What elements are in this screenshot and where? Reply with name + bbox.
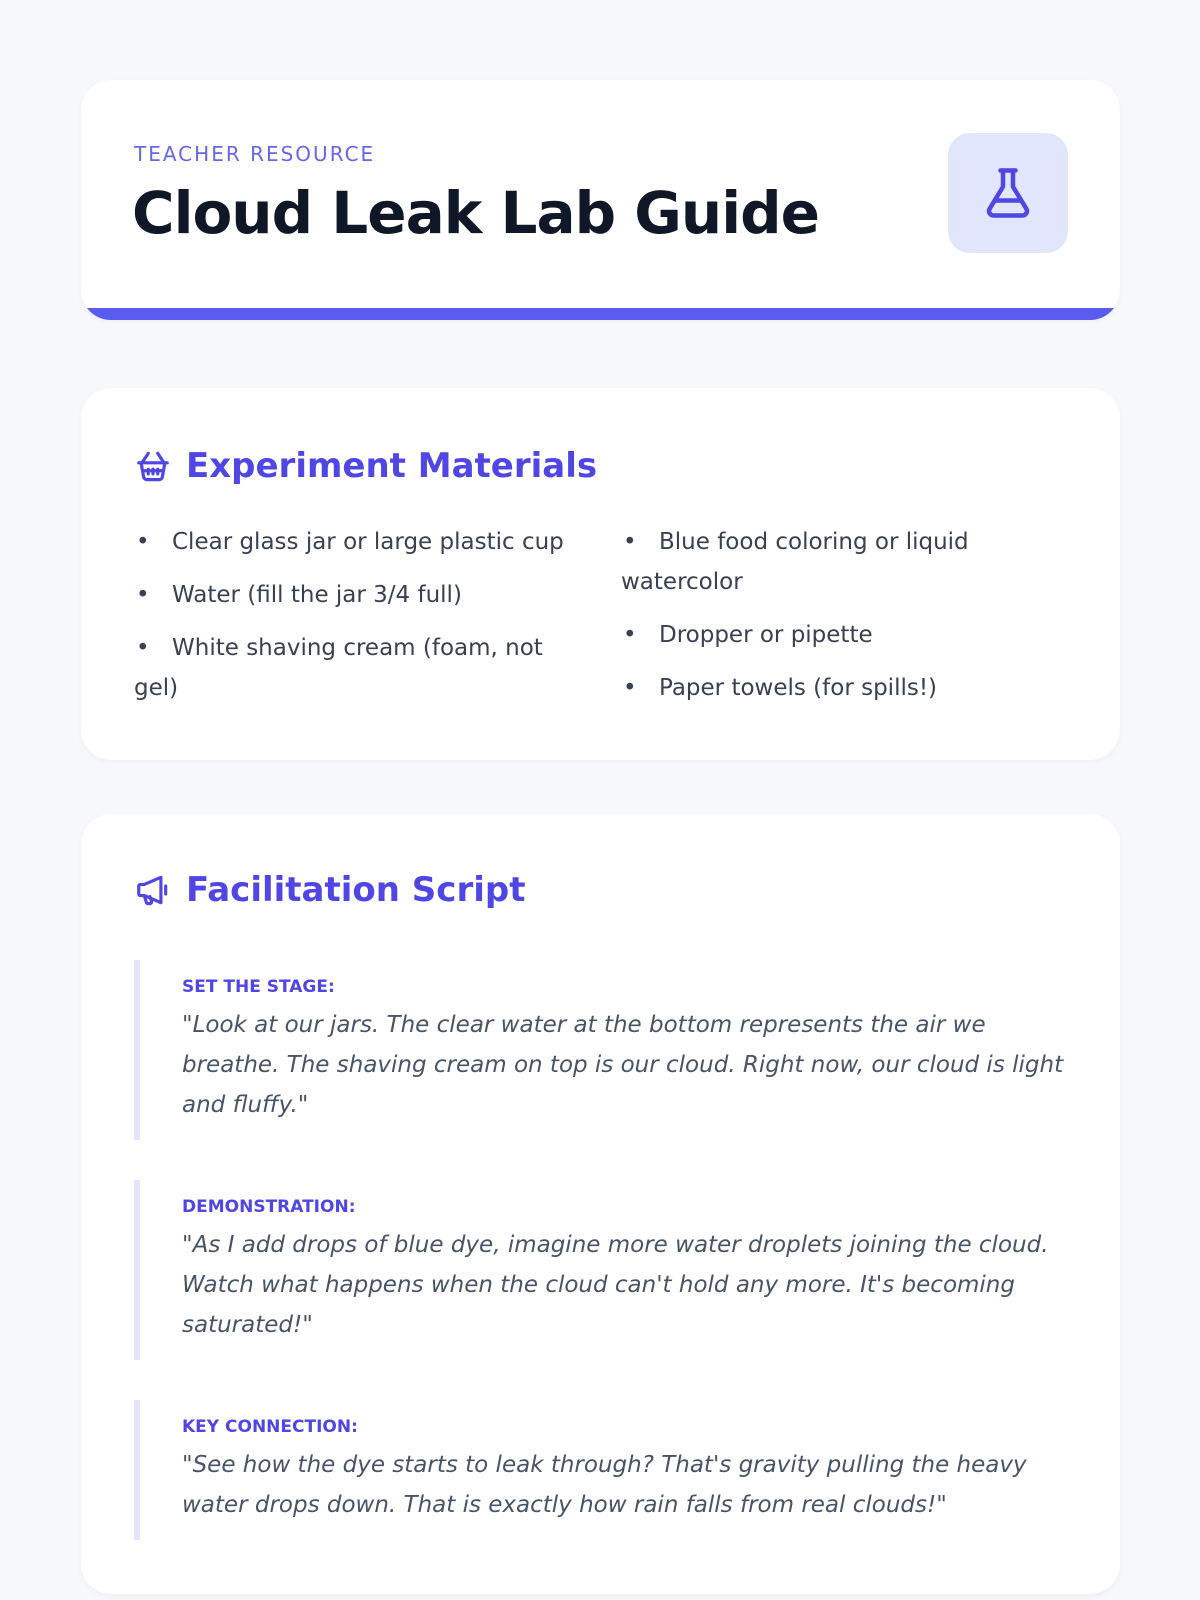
list-item-text: Paper towels (for spills!) <box>659 675 938 701</box>
script-heading <box>134 870 525 910</box>
basket-icon <box>134 447 172 485</box>
materials-list-left <box>134 522 584 721</box>
list-item <box>621 615 1071 655</box>
list-item-text: Dropper or pipette <box>659 622 873 648</box>
script-block-set-the-stage <box>134 960 1064 1140</box>
page-title: Cloud Leak Lab Guide <box>132 179 819 247</box>
bullet: • <box>623 622 637 648</box>
script-block-key-connection <box>134 1400 1064 1540</box>
materials-card <box>81 388 1120 760</box>
list-item-text: Water (fill the jar 3/4 full) <box>172 582 462 608</box>
script-block-demonstration <box>134 1180 1064 1360</box>
bullet: • <box>136 529 150 555</box>
materials-heading-text: Experiment Materials <box>186 446 598 486</box>
megaphone-icon <box>134 871 172 909</box>
bullet: • <box>623 529 637 555</box>
list-item-text: Blue food coloring or liquid watercolor <box>621 529 969 595</box>
script-block-label: KEY CONNECTION: <box>182 1417 358 1437</box>
script-block-quote: "Look at our jars. The clear water at the bottom represents the air we breathe. The shaving cream on top is our cloud. Right now, our cloud is light and fluffy." <box>182 1012 1064 1118</box>
title-icon-tile <box>948 133 1068 253</box>
script-block-label: SET THE STAGE: <box>182 977 335 997</box>
flask-icon <box>978 163 1038 223</box>
script-block-quote: "As I add drops of blue dye, imagine more water droplets joining the cloud. Watch what happens when the cloud can't hold any more. It's becoming saturated!" <box>182 1232 1049 1338</box>
bullet: • <box>136 635 150 661</box>
list-item-text: White shaving cream (foam, not gel) <box>134 635 543 701</box>
list-item <box>621 668 1071 708</box>
materials-heading <box>134 446 597 486</box>
script-heading-text: Facilitation Script <box>186 870 526 910</box>
materials-list-right <box>621 522 1071 721</box>
script-block-label: DEMONSTRATION: <box>182 1197 356 1217</box>
list-item <box>134 522 584 562</box>
script-card <box>81 814 1120 1594</box>
list-item <box>134 575 584 615</box>
header-card <box>81 80 1120 320</box>
list-item <box>134 628 584 708</box>
eyebrow-label: TEACHER RESOURCE <box>134 142 376 166</box>
bullet: • <box>136 582 150 608</box>
list-item <box>621 522 1071 602</box>
bullet: • <box>623 675 637 701</box>
header-accent-bar <box>81 308 1120 320</box>
script-block-quote: "See how the dye starts to leak through? That's gravity pulling the heavy water drops down. That is exactly how rain falls from real clouds!" <box>182 1452 1027 1518</box>
list-item-text: Clear glass jar or large plastic cup <box>172 529 564 555</box>
